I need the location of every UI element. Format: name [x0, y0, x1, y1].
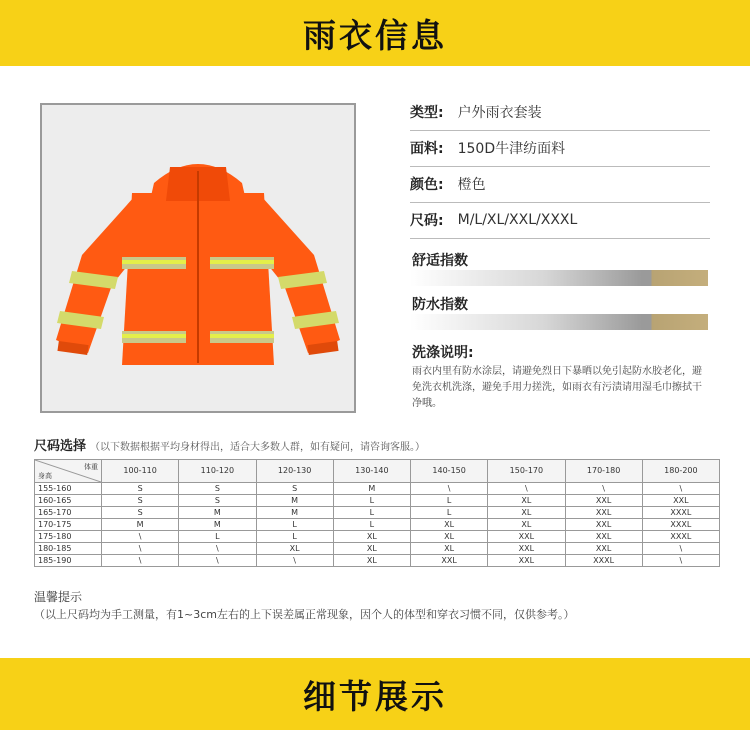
weight-column-header: 110-120: [179, 460, 256, 483]
size-table-row: [35, 543, 720, 555]
size-cell: \: [102, 531, 179, 543]
page-title: 雨衣信息: [303, 15, 447, 55]
size-chart-table: [34, 459, 720, 567]
info-value: M/L/XL/XXL/XXXL: [457, 212, 578, 228]
size-cell: \: [102, 543, 179, 555]
size-cell: S: [102, 483, 179, 495]
size-cell: \: [565, 483, 642, 495]
height-row-header: 180-185: [35, 543, 102, 555]
size-cell: XL: [488, 507, 565, 519]
info-row-color: [410, 166, 710, 203]
info-label: 颜色:: [410, 177, 444, 193]
size-cell: XXL: [488, 555, 565, 567]
orange-raincoat-jacket-image: [42, 105, 354, 411]
height-row-header: 175-180: [35, 531, 102, 543]
waterproof-index-label: 防水指数: [412, 297, 468, 313]
info-value: 橙色: [457, 177, 486, 193]
size-cell: XXXL: [565, 555, 642, 567]
size-cell: XL: [333, 543, 410, 555]
wash-instructions-text: 雨衣内里有防水涂层，请避免烈日下暴晒以免引起防水胶老化，避免洗衣机洗涤，避免手用力搓洗，如雨衣有污渍请用湿毛巾擦拭干净哦。: [412, 366, 702, 409]
height-row-header: 160-165: [35, 495, 102, 507]
size-chart-title: 尺码选择: [34, 439, 87, 454]
size-cell: XXL: [411, 555, 488, 567]
wash-instructions-title: 洗涤说明:: [412, 345, 474, 361]
info-row-size: [410, 202, 710, 239]
size-table-corner: [35, 460, 102, 483]
height-row-header: 155-160: [35, 483, 102, 495]
size-cell: XXL: [565, 495, 642, 507]
size-table-row: [35, 531, 720, 543]
size-cell: \: [642, 543, 719, 555]
size-cell: L: [411, 507, 488, 519]
size-cell: L: [333, 495, 410, 507]
size-cell: M: [102, 519, 179, 531]
info-row-fabric: [410, 130, 710, 167]
size-cell: XL: [411, 543, 488, 555]
weight-column-header: 180-200: [642, 460, 719, 483]
size-cell: \: [179, 555, 256, 567]
size-cell: \: [256, 555, 333, 567]
size-cell: S: [179, 495, 256, 507]
size-cell: S: [179, 483, 256, 495]
size-cell: XXXL: [642, 519, 719, 531]
size-table-row: [35, 519, 720, 531]
tips-text: （以上尺码均为手工测量，有1~3cm左右的上下误差属正常现象，因个人的体型和穿衣习惯不同，仅供参考。）: [34, 608, 575, 621]
size-cell: L: [256, 519, 333, 531]
size-cell: \: [642, 483, 719, 495]
size-cell: S: [102, 507, 179, 519]
size-cell: XL: [256, 543, 333, 555]
size-chart-note: （以下数据根据平均身材得出，适合大多数人群，如有疑问，请咨询客服。）: [90, 442, 426, 453]
size-cell: XL: [488, 495, 565, 507]
footer-banner: [0, 658, 750, 730]
size-cell: \: [179, 543, 256, 555]
size-cell: \: [488, 483, 565, 495]
size-table-row: [35, 507, 720, 519]
size-cell: S: [256, 483, 333, 495]
info-label: 尺码:: [410, 213, 444, 229]
size-cell: L: [333, 507, 410, 519]
size-cell: XXXL: [642, 507, 719, 519]
weight-column-header: 140-150: [411, 460, 488, 483]
size-cell: XXXL: [642, 531, 719, 543]
info-label: 类型:: [410, 105, 444, 121]
size-cell: \: [642, 555, 719, 567]
size-cell: L: [256, 531, 333, 543]
size-table-row: [35, 483, 720, 495]
size-cell: \: [102, 555, 179, 567]
size-cell: XXL: [565, 519, 642, 531]
height-row-header: 170-175: [35, 519, 102, 531]
size-cell: M: [179, 507, 256, 519]
height-row-header: 185-190: [35, 555, 102, 567]
size-cell: L: [333, 519, 410, 531]
size-cell: XL: [411, 531, 488, 543]
size-table-row: [35, 495, 720, 507]
size-table-header-row: [35, 460, 720, 483]
size-cell: M: [256, 495, 333, 507]
section-title: 细节展示: [303, 676, 447, 716]
size-cell: M: [333, 483, 410, 495]
height-row-header: 165-170: [35, 507, 102, 519]
size-cell: L: [411, 495, 488, 507]
corner-weight-label: 体重: [84, 463, 98, 471]
info-label: 面料:: [410, 141, 444, 157]
info-value: 150D牛津纺面料: [457, 141, 566, 157]
tips-title: 温馨提示: [34, 590, 83, 604]
weight-column-header: 170-180: [565, 460, 642, 483]
weight-column-header: 130-140: [333, 460, 410, 483]
size-cell: \: [411, 483, 488, 495]
product-image: [40, 103, 356, 413]
weight-column-header: 120-130: [256, 460, 333, 483]
waterproof-index-bar: [410, 314, 708, 330]
info-row-type: [410, 94, 710, 131]
size-cell: XL: [411, 519, 488, 531]
comfort-index-bar: [410, 270, 708, 286]
info-value: 户外雨衣套装: [457, 105, 542, 121]
size-cell: XL: [488, 519, 565, 531]
size-cell: XL: [333, 555, 410, 567]
size-cell: M: [256, 507, 333, 519]
comfort-index-label: 舒适指数: [412, 253, 468, 269]
size-cell: XXL: [565, 543, 642, 555]
header-banner: [0, 0, 750, 66]
size-cell: S: [102, 495, 179, 507]
size-table-row: [35, 555, 720, 567]
size-cell: XXL: [565, 507, 642, 519]
size-cell: M: [179, 519, 256, 531]
weight-column-header: 150-170: [488, 460, 565, 483]
weight-column-header: 100-110: [102, 460, 179, 483]
size-cell: XXL: [488, 531, 565, 543]
size-cell: XL: [333, 531, 410, 543]
size-cell: XXL: [488, 543, 565, 555]
size-chart-heading: [34, 435, 425, 454]
corner-height-label: 身高: [38, 472, 52, 480]
size-cell: XXL: [565, 531, 642, 543]
size-cell: XXL: [642, 495, 719, 507]
size-cell: L: [179, 531, 256, 543]
